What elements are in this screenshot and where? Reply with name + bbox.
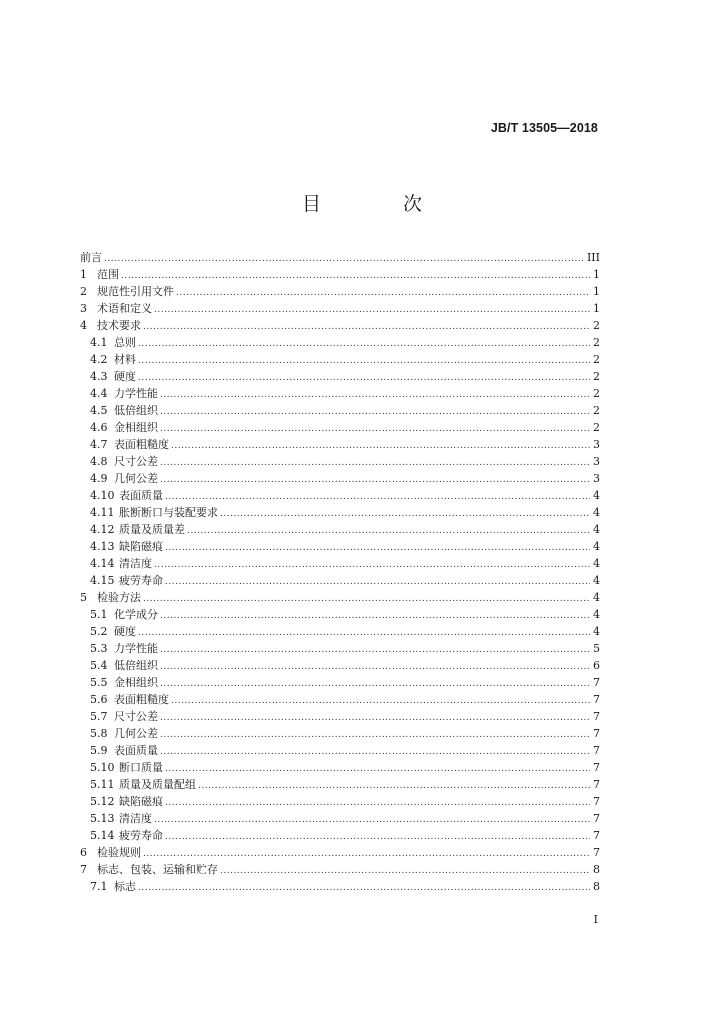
toc-entry-number: 4.4 <box>90 387 108 400</box>
toc-entry-number: 5.12 <box>90 795 115 808</box>
toc-entry-number: 3 <box>80 302 87 315</box>
toc-entry[interactable] <box>80 487 600 504</box>
toc-entry-number: 4.3 <box>90 370 108 383</box>
leader-dots <box>160 676 590 693</box>
toc-entry-label: 清洁度 <box>119 557 152 570</box>
toc-entry[interactable] <box>80 249 600 266</box>
toc-entry-page: 2 <box>593 336 600 349</box>
leader-dots <box>138 353 590 370</box>
toc-entry[interactable] <box>80 538 600 555</box>
toc-entry-number: 5.8 <box>90 727 108 740</box>
leader-dots <box>160 727 590 744</box>
leader-dots <box>138 880 590 897</box>
toc-entry-page: 3 <box>593 472 600 485</box>
toc-entry-number: 5.4 <box>90 659 108 672</box>
toc-entry-number: 5.13 <box>90 812 115 825</box>
toc-entry-label: 硬度 <box>114 370 136 383</box>
toc-entry-page: 5 <box>593 642 600 655</box>
toc-entry-number: 4.9 <box>90 472 108 485</box>
toc-entry-page: 4 <box>593 540 600 553</box>
leader-dots <box>160 710 590 727</box>
leader-dots <box>160 387 590 404</box>
toc-entry[interactable] <box>80 419 600 436</box>
toc-entry-label: 表面粗糙度 <box>114 438 169 451</box>
toc-entry[interactable] <box>80 793 600 810</box>
leader-dots <box>171 438 590 455</box>
toc-entry-page: 8 <box>593 880 600 893</box>
toc-entry-label: 几何公差 <box>114 472 158 485</box>
toc-entry-label: 金相组织 <box>114 421 158 434</box>
leader-dots <box>160 404 590 421</box>
toc-entry[interactable] <box>80 436 600 453</box>
toc-entry[interactable] <box>80 555 600 572</box>
toc-entry-page: 7 <box>593 761 600 774</box>
toc-entry[interactable] <box>80 606 600 623</box>
toc-entry[interactable] <box>80 708 600 725</box>
toc-entry-number: 4.8 <box>90 455 108 468</box>
leader-dots <box>165 761 590 778</box>
toc-entry-page: 7 <box>593 710 600 723</box>
toc-entry[interactable] <box>80 742 600 759</box>
toc-entry-page: 4 <box>593 523 600 536</box>
leader-dots <box>187 523 590 540</box>
toc-entry[interactable] <box>80 453 600 470</box>
leader-dots <box>220 506 590 523</box>
toc-entry-number: 1 <box>80 268 87 281</box>
toc-entry-label: 缺陷磁痕 <box>119 795 163 808</box>
toc-entry-page: 2 <box>593 353 600 366</box>
leader-dots <box>138 336 590 353</box>
toc-entry-label: 规范性引用文件 <box>97 285 174 298</box>
toc-entry[interactable] <box>80 759 600 776</box>
leader-dots <box>160 659 590 676</box>
toc-entry-label: 缺陷磁痕 <box>119 540 163 553</box>
toc-entry-page: 4 <box>593 625 600 638</box>
toc-entry-label: 清洁度 <box>119 812 152 825</box>
toc-entry[interactable] <box>80 385 600 402</box>
toc-entry-label: 检验方法 <box>97 591 141 604</box>
toc-entry-label: 总则 <box>114 336 136 349</box>
toc-entry-label: 质量及质量差 <box>119 523 185 536</box>
toc-entry-label: 尺寸公差 <box>114 710 158 723</box>
toc-entry-page: 2 <box>593 319 600 332</box>
toc-entry[interactable] <box>80 300 600 317</box>
toc-entry-page: 4 <box>593 506 600 519</box>
toc-entry-page: 4 <box>593 608 600 621</box>
toc-entry-label: 标志 <box>114 880 136 893</box>
toc-entry-page: 7 <box>593 744 600 757</box>
toc-entry-page: 7 <box>593 795 600 808</box>
toc-entry[interactable] <box>80 674 600 691</box>
toc-entry-number: 5.11 <box>90 778 115 791</box>
toc-entry-page: 7 <box>593 676 600 689</box>
page-number: I <box>593 913 598 926</box>
leader-dots <box>160 608 590 625</box>
leader-dots <box>171 693 590 710</box>
leader-dots <box>165 829 590 846</box>
leader-dots <box>143 319 590 336</box>
document-code: JB/T 13505—2018 <box>490 121 598 135</box>
toc-entry-number: 4.6 <box>90 421 108 434</box>
toc-entry-number: 5.7 <box>90 710 108 723</box>
toc-entry-label: 标志、包装、运输和贮存 <box>97 863 218 876</box>
toc-entry-page: 8 <box>593 863 600 876</box>
toc-entry-number: 4.11 <box>90 506 115 519</box>
toc-entry-page: 3 <box>593 455 600 468</box>
toc-entry-number: 4.13 <box>90 540 115 553</box>
toc-entry-page: 4 <box>593 557 600 570</box>
toc-entry-page: 7 <box>593 778 600 791</box>
toc-entry-label: 尺寸公差 <box>114 455 158 468</box>
toc-entry-label: 几何公差 <box>114 727 158 740</box>
toc-entry-label: 检验规则 <box>97 846 141 859</box>
toc-entry-page: 4 <box>593 591 600 604</box>
toc-entry-number: 4.5 <box>90 404 108 417</box>
leader-dots <box>143 591 590 608</box>
leader-dots <box>198 778 590 795</box>
toc-entry-label: 技术要求 <box>97 319 141 332</box>
toc-entry-label: 术语和定义 <box>97 302 152 315</box>
toc-entry[interactable] <box>80 827 600 844</box>
toc-entry-page: 2 <box>593 404 600 417</box>
leader-dots <box>165 540 590 557</box>
toc-entry-label: 材料 <box>114 353 136 366</box>
toc-entry-label: 表面粗糙度 <box>114 693 169 706</box>
toc-entry-label: 质量及质量配组 <box>119 778 196 791</box>
toc-entry-page: 1 <box>593 285 600 298</box>
leader-dots <box>154 557 590 574</box>
toc-entry-number: 7.1 <box>90 880 108 893</box>
toc-entry-number: 4 <box>80 319 87 332</box>
leader-dots <box>160 472 590 489</box>
toc-entry-number: 5.6 <box>90 693 108 706</box>
toc-entry[interactable] <box>80 521 600 538</box>
toc-entry-label: 金相组织 <box>114 676 158 689</box>
toc-entry-label: 疲劳寿命 <box>119 574 163 587</box>
leader-dots <box>121 268 590 285</box>
toc-entry-page: 1 <box>593 268 600 281</box>
toc-entry[interactable] <box>80 725 600 742</box>
toc-entry[interactable] <box>80 572 600 589</box>
toc-entry-label: 力学性能 <box>114 642 158 655</box>
toc-entry-page: 7 <box>593 846 600 859</box>
toc-entry-page: 7 <box>593 812 600 825</box>
toc-entry-page: 7 <box>593 829 600 842</box>
leader-dots <box>176 285 590 302</box>
toc-entry-label: 表面质量 <box>114 744 158 757</box>
toc-entry-number: 5.3 <box>90 642 108 655</box>
toc-entry[interactable] <box>80 657 600 674</box>
toc-entry-label: 胀断断口与装配要求 <box>119 506 218 519</box>
toc-entry-page: 3 <box>593 438 600 451</box>
toc-entry-number: 5.10 <box>90 761 115 774</box>
toc-entry-number: 5.14 <box>90 829 115 842</box>
toc-entry-number: 7 <box>80 863 87 876</box>
leader-dots <box>138 370 590 387</box>
leader-dots <box>165 795 590 812</box>
toc-entry-label: 范围 <box>97 268 119 281</box>
toc-entry-label: 低倍组织 <box>114 659 158 672</box>
toc-entry-label: 前言 <box>80 251 102 264</box>
toc-entry-page: 4 <box>593 489 600 502</box>
toc-entry-page: 2 <box>593 370 600 383</box>
toc-entry[interactable] <box>80 810 600 827</box>
toc-entry-page: 4 <box>593 574 600 587</box>
toc-entry[interactable] <box>80 266 600 283</box>
toc-entry-number: 5.9 <box>90 744 108 757</box>
leader-dots <box>154 302 590 319</box>
leader-dots <box>165 489 590 506</box>
leader-dots <box>160 744 590 761</box>
leader-dots <box>160 421 590 438</box>
toc-entry[interactable] <box>80 861 600 878</box>
toc-entry[interactable] <box>80 623 600 640</box>
toc-entry-number: 4.1 <box>90 336 108 349</box>
toc-entry[interactable] <box>80 334 600 351</box>
toc-entry-label: 力学性能 <box>114 387 158 400</box>
toc-entry-number: 4.12 <box>90 523 115 536</box>
toc-entry-page: 6 <box>593 659 600 672</box>
toc-entry-page: III <box>586 251 600 264</box>
leader-dots <box>138 625 590 642</box>
toc-entry[interactable] <box>80 844 600 861</box>
toc-entry-page: 2 <box>593 421 600 434</box>
toc-entry-label: 化学成分 <box>114 608 158 621</box>
toc-entry[interactable] <box>80 351 600 368</box>
toc-entry-page: 7 <box>593 727 600 740</box>
toc-entry-number: 6 <box>80 846 87 859</box>
table-of-contents <box>80 249 600 895</box>
toc-entry-page: 2 <box>593 387 600 400</box>
toc-entry[interactable] <box>80 691 600 708</box>
leader-dots <box>165 574 590 591</box>
leader-dots <box>154 812 590 829</box>
toc-entry[interactable] <box>80 368 600 385</box>
toc-entry-page: 7 <box>593 693 600 706</box>
toc-entry-number: 4.15 <box>90 574 115 587</box>
toc-entry[interactable] <box>80 776 600 793</box>
toc-entry[interactable] <box>80 317 600 334</box>
toc-entry-label: 表面质量 <box>119 489 163 502</box>
toc-entry-label: 低倍组织 <box>114 404 158 417</box>
page-title: 目 次 <box>301 193 461 215</box>
toc-entry-number: 5.2 <box>90 625 108 638</box>
toc-entry[interactable] <box>80 504 600 521</box>
toc-entry[interactable] <box>80 402 600 419</box>
toc-entry-number: 4.2 <box>90 353 108 366</box>
toc-entry-number: 4.7 <box>90 438 108 451</box>
toc-entry-number: 2 <box>80 285 87 298</box>
leader-dots <box>220 863 590 880</box>
toc-entry[interactable] <box>80 878 600 895</box>
toc-entry-number: 5.1 <box>90 608 108 621</box>
toc-entry[interactable] <box>80 640 600 657</box>
toc-entry[interactable] <box>80 283 600 300</box>
toc-entry-label: 硬度 <box>114 625 136 638</box>
leader-dots <box>160 455 590 472</box>
toc-entry-label: 疲劳寿命 <box>119 829 163 842</box>
toc-entry-number: 5 <box>80 591 87 604</box>
leader-dots <box>160 642 590 659</box>
toc-entry[interactable] <box>80 470 600 487</box>
toc-entry-number: 5.5 <box>90 676 108 689</box>
toc-entry-number: 4.10 <box>90 489 115 502</box>
toc-entry-page: 1 <box>593 302 600 315</box>
toc-entry-label: 断口质量 <box>119 761 163 774</box>
toc-entry-number: 4.14 <box>90 557 115 570</box>
toc-entry[interactable] <box>80 589 600 606</box>
leader-dots <box>104 251 585 268</box>
